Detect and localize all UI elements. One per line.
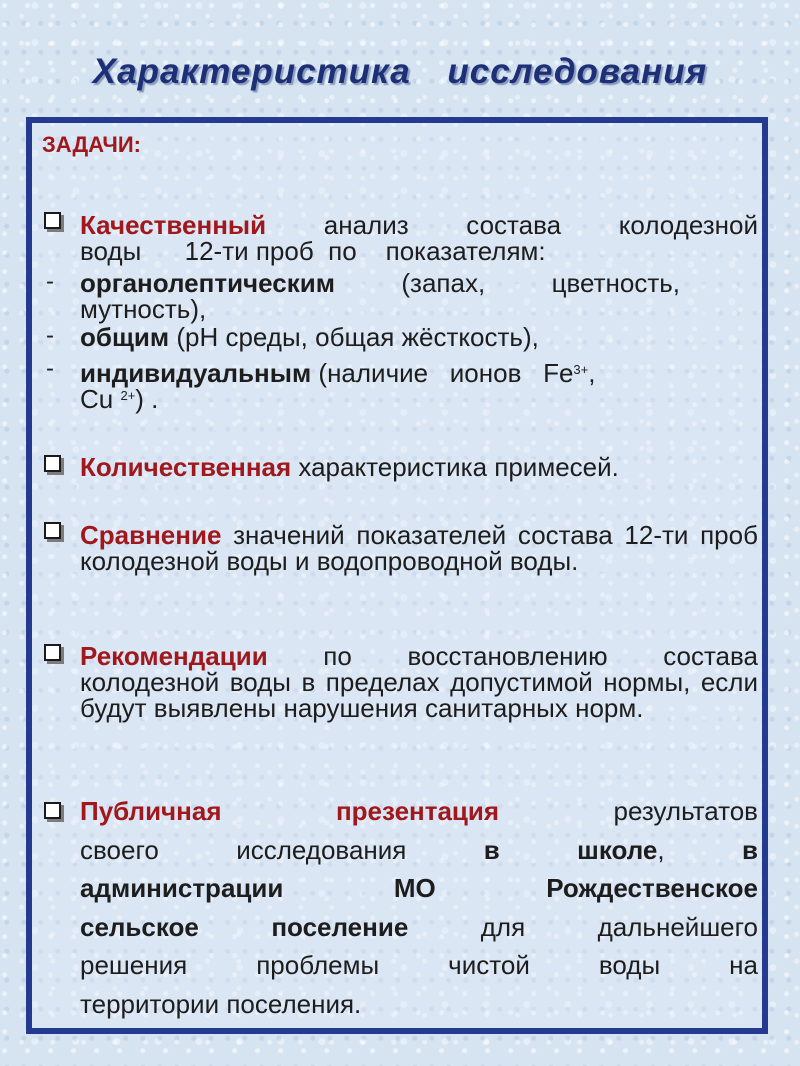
task-text: для дальнейшего <box>408 911 759 942</box>
task-text: своего исследования <box>80 834 407 865</box>
checkbox-bullet-icon <box>44 208 70 235</box>
task-text-line2: воды 12-ти проб по показателям: <box>80 236 546 266</box>
checkbox-bullet-icon <box>44 518 70 545</box>
dash-bullet: - <box>46 322 54 349</box>
checkbox-bullet-icon <box>44 451 70 478</box>
task-item-quantitative <box>80 454 758 480</box>
task-text: анализ состава колодезной <box>266 210 758 240</box>
subitem-text: (наличие ионов Fe <box>311 358 574 388</box>
task-text-bold: в <box>742 834 758 865</box>
subitem-bold: индивидуальным <box>80 358 312 388</box>
task-accent: Количественная <box>80 452 292 482</box>
task-accent: Рекомендации <box>80 641 268 671</box>
checkbox-bullet-icon <box>44 798 70 825</box>
subitem-text: , <box>588 358 596 388</box>
subitem-bold: общим <box>80 322 170 352</box>
task-text: , <box>657 834 665 865</box>
task-text-bold: в школе <box>483 834 658 865</box>
task-item-qualitative <box>80 212 758 264</box>
task-text: результатов <box>613 796 758 826</box>
subitem-organoleptic <box>80 270 680 322</box>
subitem-text: Cu <box>80 384 121 414</box>
task-accent: презентация <box>335 796 500 826</box>
dash-bullet: - <box>46 355 54 382</box>
task-item-comparison <box>80 522 758 574</box>
tasks-heading: ЗАДАЧИ: <box>42 132 141 157</box>
superscript: 3+ <box>573 362 589 377</box>
task-text: территории поселения. <box>80 988 362 1019</box>
subitem-individual-cont <box>80 383 758 412</box>
task-text: решения проблемы чистой воды на <box>80 950 758 980</box>
page-title: Характеристика исследования <box>92 52 708 91</box>
task-accent: Сравнение <box>80 520 222 550</box>
task-text: значений показателей состава 12-ти проб колодезной воды и водопроводной воды. <box>80 520 758 576</box>
subitem-general <box>80 324 758 350</box>
task-item-presentation <box>80 792 758 1023</box>
subitem-individual <box>80 357 758 386</box>
task-text: по восстановлению состава колодезной воды в пределах допустимой нормы, если будут выявлены нарушения санитарных норм. <box>80 641 758 723</box>
subitem-text: (запах, цветность, мутность), <box>80 268 680 324</box>
task-text-bold: сельское поселение <box>80 911 409 942</box>
task-text-bold: администрации МО Рождественское <box>80 873 758 903</box>
task-accent: Качественный <box>80 210 267 240</box>
task-item-recommendations <box>80 643 758 721</box>
checkbox-bullet-icon <box>44 640 70 667</box>
subitem-text: (pH среды, общая жёсткость), <box>169 322 539 352</box>
task-accent: Публичная <box>80 796 222 826</box>
dash-bullet: - <box>46 268 54 295</box>
subitem-text: ) . <box>135 384 159 414</box>
task-text: характеристика примесей. <box>291 452 619 482</box>
subitem-bold: органолептическим <box>80 268 335 298</box>
superscript: 2+ <box>120 388 136 403</box>
